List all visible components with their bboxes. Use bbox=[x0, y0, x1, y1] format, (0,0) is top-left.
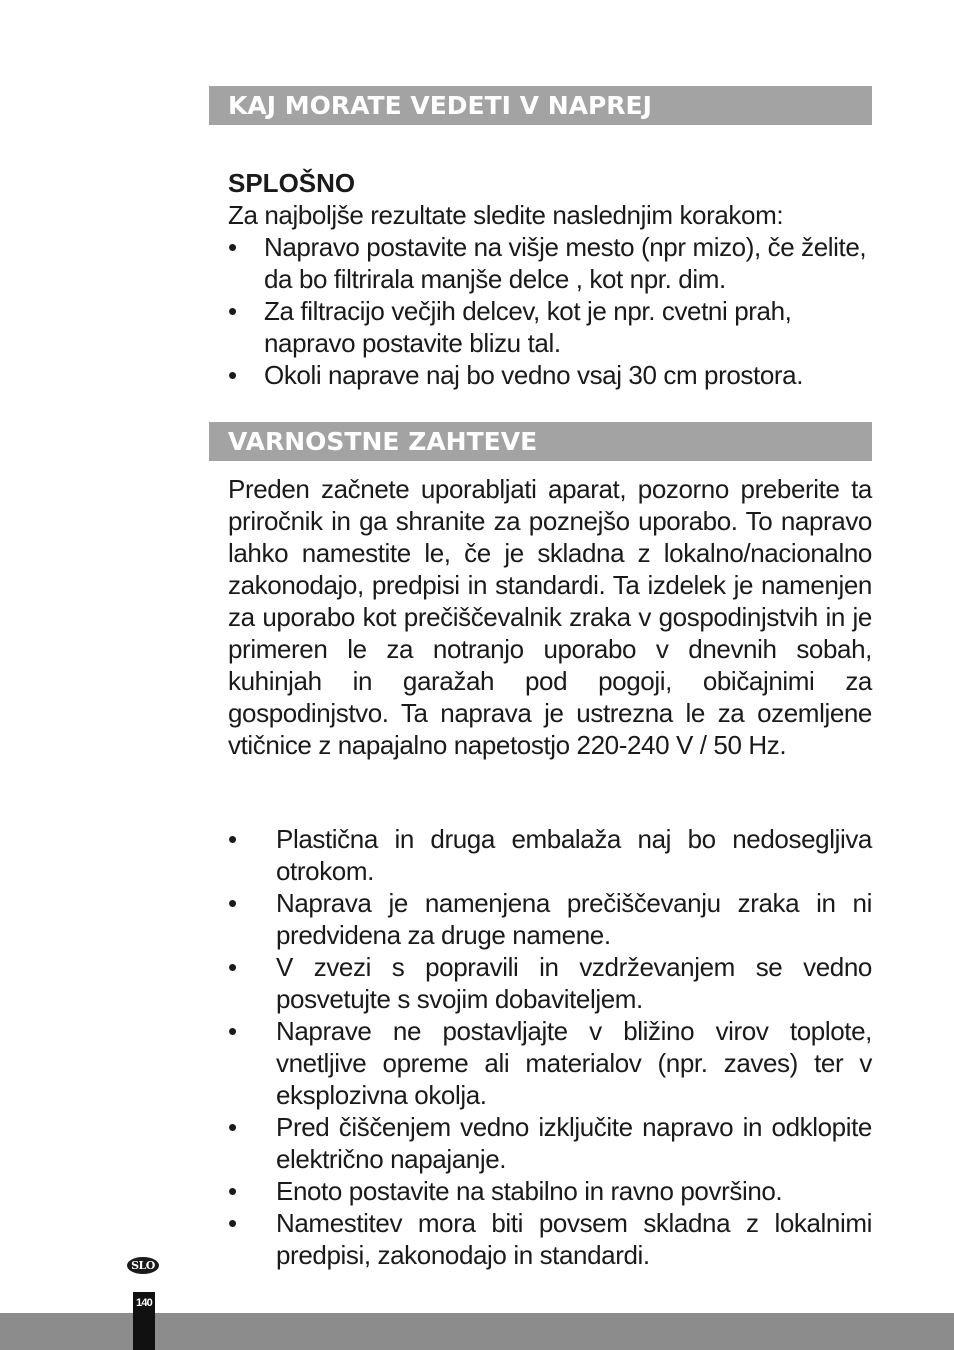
language-badge: SLO bbox=[127, 1257, 159, 1274]
safety-paragraph: Preden začnete uporabljati aparat, pozorno preberite ta priročnik in ga shranite za poznejšo uporabo. To napravo lahko namestite le, če je skladna z lokalno/nacionalno zakonodajo, predpisi in standardi. Ta izdelek je namenjen za uporabo kot prečiščevalnik zraka v gospodinjstvih in je primeren le za notranjo uporabo v dnevnih sobah, kuhinjah in garažah pod pogoji, običajnimi za gospodinjstvo. Ta naprava je ustrezna le za ozemljene vtičnice z napajalno napetostjo 220-240 V / 50 Hz. bbox=[228, 474, 872, 760]
list-item-text: Plastična in druga embalaža naj bo nedosegljiva otrokom. bbox=[276, 824, 872, 886]
list-item-text: Za filtracijo večjih delcev, kot je npr. cvetni prah, napravo postavite blizu tal. bbox=[264, 296, 792, 358]
list-item-text: Naprava je namenjena prečiščevanju zraka in ni predvidena za druge namene. bbox=[276, 888, 872, 950]
list-item bbox=[228, 231, 872, 295]
general-bullet-list bbox=[228, 231, 872, 391]
list-item-text: Enoto postavite na stabilno in ravno površino. bbox=[276, 1176, 783, 1206]
list-item bbox=[228, 359, 872, 391]
list-item-text: V zvezi s popravili in vzdrževanjem se vedno posvetujte s svojim dobaviteljem. bbox=[276, 952, 872, 1014]
bullet: • bbox=[228, 1208, 237, 1238]
list-item bbox=[228, 823, 872, 887]
bullet: • bbox=[228, 1016, 237, 1046]
section-header-know-before bbox=[209, 86, 872, 125]
general-intro: Za najboljše rezultate sledite naslednjim korakom: bbox=[228, 200, 784, 230]
section-title: VARNOSTNE ZAHTEVE bbox=[228, 427, 538, 456]
list-item bbox=[228, 295, 872, 359]
bullet: • bbox=[228, 888, 237, 918]
safety-section bbox=[228, 823, 872, 1271]
section-header-safety bbox=[209, 422, 872, 461]
bullet: • bbox=[228, 296, 237, 326]
list-item-text: Pred čiščenjem vedno izključite napravo in odklopite električno napajanje. bbox=[276, 1112, 872, 1174]
general-section bbox=[228, 167, 872, 391]
list-item bbox=[228, 1175, 872, 1207]
bullet: • bbox=[228, 1176, 237, 1206]
bullet: • bbox=[228, 952, 237, 982]
list-item-text: Okoli naprave naj bo vedno vsaj 30 cm prostora. bbox=[264, 360, 804, 390]
safety-bullet-list bbox=[228, 823, 872, 1271]
list-item bbox=[228, 887, 872, 951]
section-title: KAJ MORATE VEDETI V NAPREJ bbox=[228, 91, 652, 120]
general-subheading: SPLOŠNO bbox=[228, 168, 356, 198]
list-item bbox=[228, 1207, 872, 1271]
list-item-text: Naprave ne postavljajte v bližino virov toplote, vnetljive opreme ali materialov (npr. zaves) ter v eksplozivna okolja. bbox=[276, 1016, 872, 1110]
list-item bbox=[228, 951, 872, 1015]
bullet: • bbox=[228, 360, 237, 390]
list-item-text: Namestitev mora biti povsem skladna z lokalnimi predpisi, zakonodajo in standardi. bbox=[276, 1208, 872, 1270]
list-item bbox=[228, 1015, 872, 1111]
bullet: • bbox=[228, 824, 237, 854]
bullet: • bbox=[228, 232, 237, 262]
bullet: • bbox=[228, 1112, 237, 1142]
list-item bbox=[228, 1111, 872, 1175]
list-item-text: Napravo postavite na višje mesto (npr mizo), če želite, da bo filtrirala manjše delce , kot npr. dim. bbox=[264, 232, 867, 294]
page-number: 140 bbox=[136, 1297, 152, 1309]
